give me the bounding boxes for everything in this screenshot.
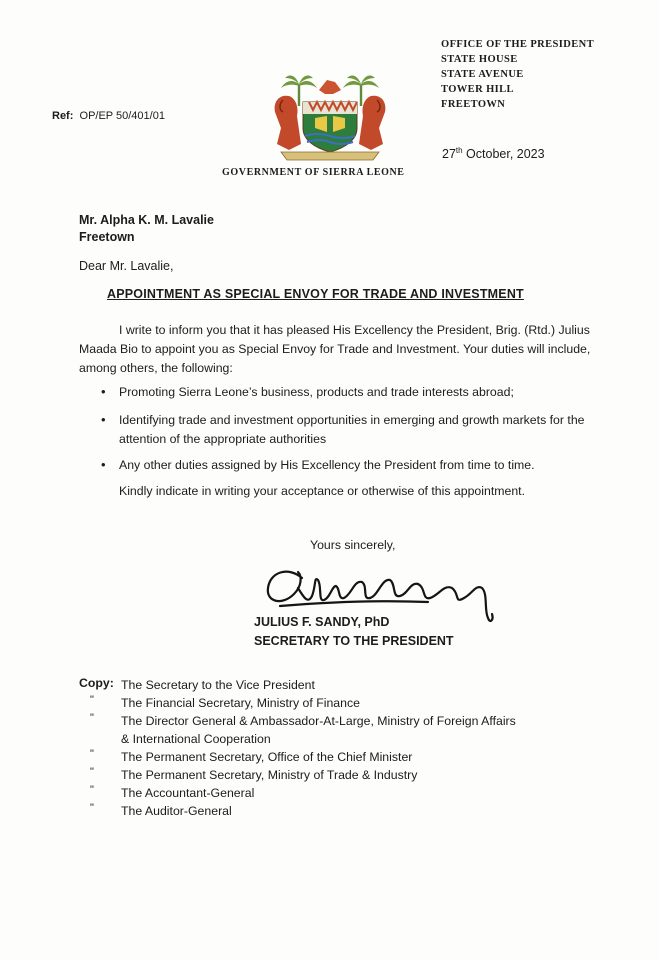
- salutation: Dear Mr. Lavalie,: [79, 259, 174, 273]
- signer-block: [254, 613, 454, 651]
- ditto-mark: ": [90, 712, 94, 724]
- copy-label: Copy:: [79, 676, 114, 690]
- duty-text: Identifying trade and investment opportunities in emerging and growth markets for the attention of the appropriate authorities: [119, 413, 585, 446]
- recipient-block: [79, 212, 214, 246]
- copy-recipient: The Accountant-General: [121, 786, 255, 800]
- government-name: GOVERNMENT OF SIERRA LEONE: [222, 167, 405, 178]
- copy-recipient: & International Cooperation: [121, 732, 271, 746]
- address-state-house: STATE HOUSE: [441, 54, 518, 65]
- recipient-name: Mr. Alpha K. M. Lavalie: [79, 213, 214, 227]
- date-day: 27: [442, 147, 456, 162]
- date-rest: October, 2023: [462, 147, 545, 162]
- ref-value: OP/EP 50/401/01: [79, 110, 165, 122]
- recipient-city: Freetown: [79, 230, 135, 244]
- letter-date: [442, 146, 545, 161]
- ditto-mark: ": [90, 766, 94, 778]
- ditto-mark: ": [90, 748, 94, 760]
- signer-name: JULIUS F. SANDY, PhD: [254, 615, 390, 629]
- ditto-mark: ": [90, 784, 94, 796]
- address-office: OFFICE OF THE PRESIDENT: [441, 39, 595, 50]
- address-state-avenue: STATE AVENUE: [441, 69, 524, 80]
- copy-recipient: The Auditor-General: [121, 804, 232, 818]
- date-suffix: th: [455, 146, 463, 155]
- body-intro: I write to inform you that it has pleased His Excellency the President, Brig. (Rtd.) Julius Maada Bio to appoint you as Special Envoy for Trade and Investment. Your duties will include, among others, the following:: [79, 323, 591, 375]
- copy-recipient: The Permanent Secretary, Ministry of Trade & Industry: [121, 768, 418, 782]
- address-tower-hill: TOWER HILL: [441, 84, 514, 95]
- duty-text: Any other duties assigned by His Excellency the President from time to time.: [119, 458, 535, 472]
- bullet-icon: •: [101, 457, 106, 472]
- reference-number: [52, 110, 165, 122]
- ditto-mark: ": [90, 694, 94, 706]
- copy-recipient: The Director General & Ambassador-At-Large, Ministry of Foreign Affairs: [121, 714, 516, 728]
- duty-text: Promoting Sierra Leone’s business, products and trade interests abroad;: [119, 385, 514, 399]
- ref-label: Ref:: [52, 110, 74, 122]
- copy-recipient: The Permanent Secretary, Office of the Chief Minister: [121, 750, 413, 764]
- closing-phrase: Yours sincerely,: [310, 538, 396, 552]
- coat-of-arms-icon: [267, 66, 393, 162]
- bullet-icon: •: [101, 384, 106, 399]
- bullet-icon: •: [101, 412, 106, 427]
- address-city: FREETOWN: [441, 99, 506, 110]
- ditto-mark: ": [90, 802, 94, 814]
- closing-request: Kindly indicate in writing your acceptance or otherwise of this appointment.: [119, 484, 526, 498]
- subject-heading: APPOINTMENT AS SPECIAL ENVOY FOR TRADE AND INVESTMENT: [107, 287, 524, 301]
- signer-title: SECRETARY TO THE PRESIDENT: [254, 634, 454, 648]
- copy-recipient: The Secretary to the Vice President: [121, 678, 315, 692]
- copy-recipient: The Financial Secretary, Ministry of Finance: [121, 696, 360, 710]
